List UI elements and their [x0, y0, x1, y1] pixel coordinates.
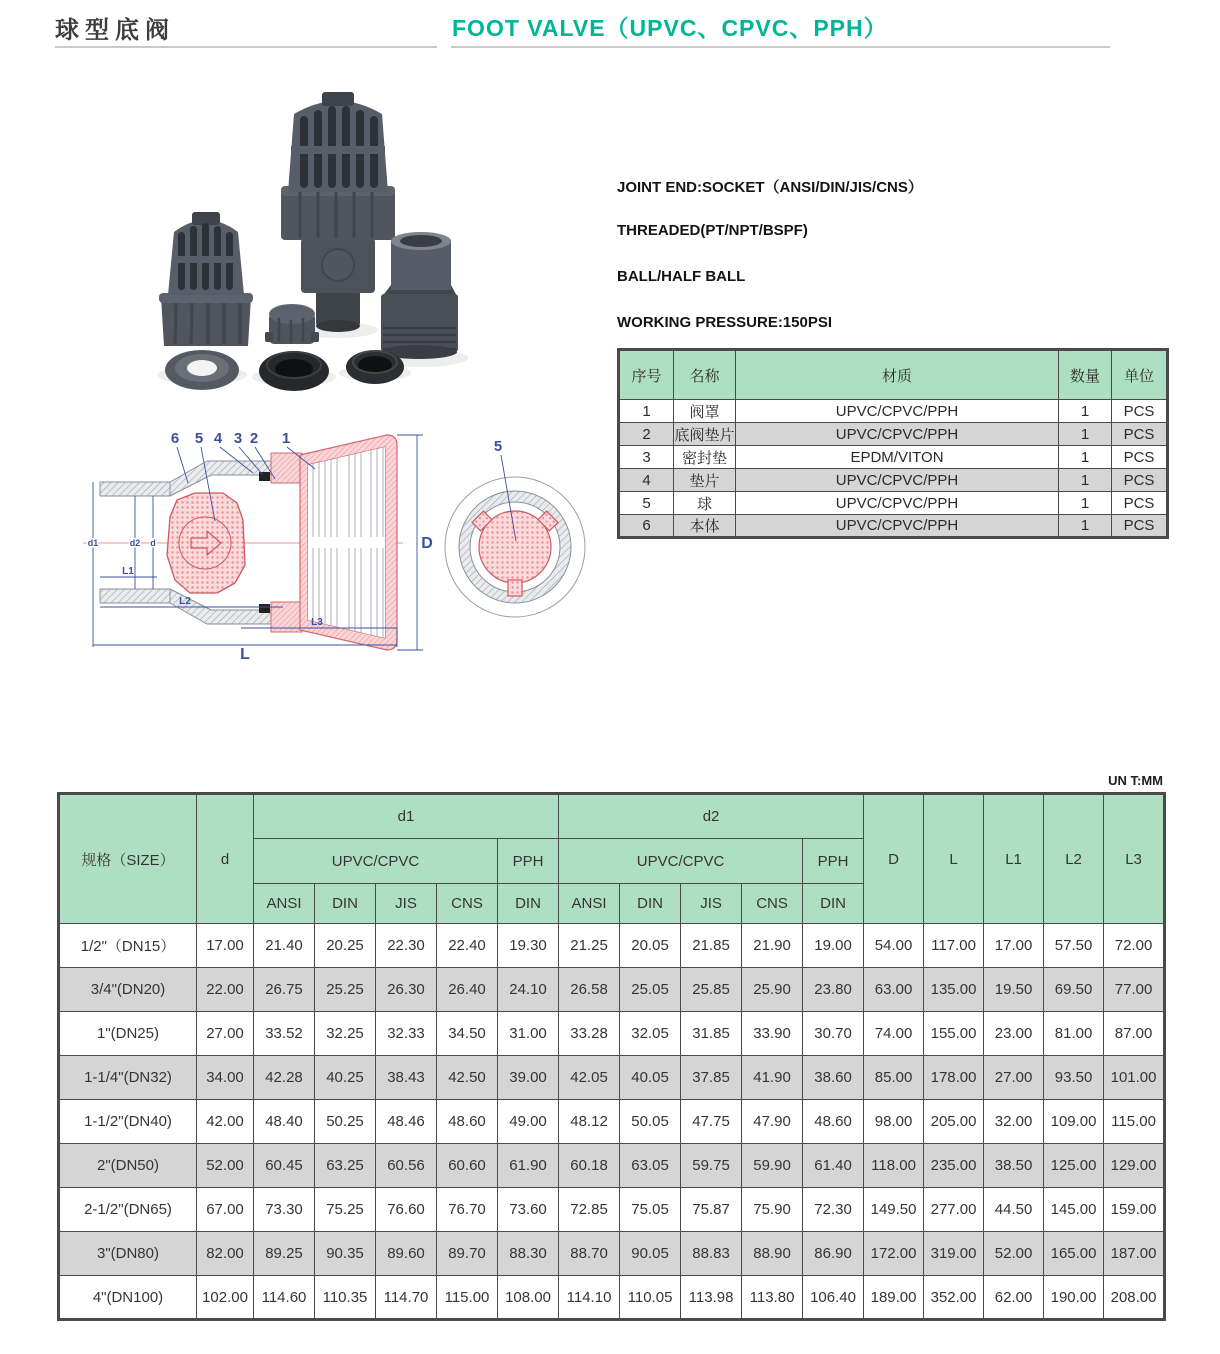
dim-label-l1: L1 — [122, 566, 134, 577]
table-cell: 178.00 — [924, 1056, 984, 1100]
table-cell: 球 — [674, 492, 736, 515]
table-cell: 24.10 — [498, 968, 559, 1012]
l2-column-header: L2 — [1044, 794, 1104, 924]
spec-threaded: THREADED(PT/NPT/BSPF) — [617, 222, 808, 239]
table-cell: 40.05 — [620, 1056, 681, 1100]
dim-label-l2: L2 — [179, 596, 191, 607]
table-cell: 172.00 — [864, 1232, 924, 1276]
table-cell: 48.60 — [437, 1100, 498, 1144]
table-cell: PCS — [1112, 423, 1168, 446]
table-cell: 33.52 — [254, 1012, 315, 1056]
d-column-header: d — [197, 794, 254, 924]
table-cell: UPVC/CPVC/PPH — [736, 492, 1059, 515]
table-cell: 187.00 — [1104, 1232, 1165, 1276]
table-cell: 89.25 — [254, 1232, 315, 1276]
table-cell: 75.25 — [315, 1188, 376, 1232]
table-cell: 113.80 — [742, 1276, 803, 1320]
table-cell: 110.05 — [620, 1276, 681, 1320]
table-cell: 32.05 — [620, 1012, 681, 1056]
table-row — [619, 400, 1168, 423]
dim-header-row-1 — [59, 794, 1165, 839]
column-header-cell: CNS — [742, 884, 803, 924]
table-cell: 82.00 — [197, 1232, 254, 1276]
column-header-cell: DIN — [620, 884, 681, 924]
table-cell: 93.50 — [1044, 1056, 1104, 1100]
table-cell: 277.00 — [924, 1188, 984, 1232]
table-cell: PCS — [1112, 400, 1168, 423]
column-header-cell: CNS — [437, 884, 498, 924]
table-cell: 75.87 — [681, 1188, 742, 1232]
table-cell: 密封垫 — [674, 446, 736, 469]
table-cell: 48.12 — [559, 1100, 620, 1144]
table-cell: 23.80 — [803, 968, 864, 1012]
column-header-cell: DIN — [498, 884, 559, 924]
table-cell: 32.33 — [376, 1012, 437, 1056]
column-header-cell: 数量 — [1059, 350, 1112, 400]
table-cell: 38.50 — [984, 1144, 1044, 1188]
table-cell: UPVC/CPVC/PPH — [736, 515, 1059, 538]
column-header-cell: 序号 — [619, 350, 674, 400]
table-cell: 27.00 — [984, 1056, 1044, 1100]
table-cell: 47.75 — [681, 1100, 742, 1144]
table-cell: 60.18 — [559, 1144, 620, 1188]
d1-pph-header: PPH — [498, 839, 559, 884]
table-cell: 19.00 — [803, 924, 864, 968]
table-cell: 73.60 — [498, 1188, 559, 1232]
row-header-cell: 1 — [619, 400, 674, 423]
large-foot-valve — [281, 92, 395, 332]
table-cell: 34.00 — [197, 1056, 254, 1100]
table-cell: 17.00 — [984, 924, 1044, 968]
table-cell: 1 — [1059, 492, 1112, 515]
valve-cap — [265, 304, 319, 344]
row-header-cell: 2 — [619, 423, 674, 446]
page-title-chinese: 球型底阀 — [55, 17, 175, 44]
table-cell: 49.00 — [498, 1100, 559, 1144]
ball-section — [167, 493, 245, 593]
table-cell: 145.00 — [1044, 1188, 1104, 1232]
table-cell: 109.00 — [1044, 1100, 1104, 1144]
table-cell: 底阀垫片 — [674, 423, 736, 446]
table-cell: 114.60 — [254, 1276, 315, 1320]
table-row — [59, 1144, 1165, 1188]
table-cell: 19.30 — [498, 924, 559, 968]
table-cell: 59.90 — [742, 1144, 803, 1188]
table-cell: PCS — [1112, 446, 1168, 469]
table-cell: 21.90 — [742, 924, 803, 968]
dim-label-d1: d1 — [87, 538, 99, 548]
table-cell: 22.30 — [376, 924, 437, 968]
table-cell: 39.00 — [498, 1056, 559, 1100]
big-d-column-header: D — [864, 794, 924, 924]
table-row — [619, 446, 1168, 469]
table-cell: 114.70 — [376, 1276, 437, 1320]
table-cell: 86.90 — [803, 1232, 864, 1276]
table-row — [59, 1188, 1165, 1232]
table-cell: 88.90 — [742, 1232, 803, 1276]
gasket-black-small — [346, 350, 404, 384]
parts-table — [617, 348, 1169, 539]
table-cell: 19.50 — [984, 968, 1044, 1012]
page-title-english: FOOT VALVE（UPVC、CPVC、PPH） — [452, 15, 888, 41]
table-cell: 89.60 — [376, 1232, 437, 1276]
row-header-cell: 4 — [619, 469, 674, 492]
l1-column-header: L1 — [984, 794, 1044, 924]
table-cell: 26.40 — [437, 968, 498, 1012]
row-header-cell: 6 — [619, 515, 674, 538]
small-foot-valve — [159, 212, 253, 346]
table-cell: 69.50 — [1044, 968, 1104, 1012]
table-cell: 85.00 — [864, 1056, 924, 1100]
table-cell: 26.75 — [254, 968, 315, 1012]
d2-group-header: d2 — [559, 794, 864, 839]
table-cell: 40.25 — [315, 1056, 376, 1100]
table-row — [59, 1012, 1165, 1056]
table-cell: 44.50 — [984, 1188, 1044, 1232]
table-cell: 17.00 — [197, 924, 254, 968]
dim-label-l: L — [240, 646, 250, 663]
part-number-3: 3 — [233, 430, 243, 447]
table-cell: 30.70 — [803, 1012, 864, 1056]
table-cell: 88.30 — [498, 1232, 559, 1276]
table-row — [59, 924, 1165, 968]
table-cell: 42.05 — [559, 1056, 620, 1100]
table-cell: 63.00 — [864, 968, 924, 1012]
column-header-cell: 材质 — [736, 350, 1059, 400]
table-cell: 72.00 — [1104, 924, 1165, 968]
table-cell: 165.00 — [1044, 1232, 1104, 1276]
table-cell: 114.10 — [559, 1276, 620, 1320]
table-cell: 50.25 — [315, 1100, 376, 1144]
table-cell: 21.40 — [254, 924, 315, 968]
l3-column-header: L3 — [1104, 794, 1165, 924]
table-row — [59, 1056, 1165, 1100]
table-cell: 52.00 — [984, 1232, 1044, 1276]
table-cell: 42.50 — [437, 1056, 498, 1100]
part-number-4: 4 — [213, 430, 223, 447]
table-cell: 72.30 — [803, 1188, 864, 1232]
table-cell: 155.00 — [924, 1012, 984, 1056]
table-cell: 205.00 — [924, 1100, 984, 1144]
technical-drawing-image — [55, 425, 600, 665]
table-cell: 27.00 — [197, 1012, 254, 1056]
table-cell: 89.70 — [437, 1232, 498, 1276]
table-row — [59, 968, 1165, 1012]
table-cell: 115.00 — [437, 1276, 498, 1320]
row-header-cell: 4"(DN100) — [59, 1276, 197, 1320]
table-cell: 77.00 — [1104, 968, 1165, 1012]
table-cell: 88.83 — [681, 1232, 742, 1276]
table-cell: PCS — [1112, 515, 1168, 538]
table-cell: 159.00 — [1104, 1188, 1165, 1232]
table-cell: 115.00 — [1104, 1100, 1165, 1144]
d1-upvc-cpvc-header: UPVC/CPVC — [254, 839, 498, 884]
table-cell: 52.00 — [197, 1144, 254, 1188]
d2-upvc-cpvc-header: UPVC/CPVC — [559, 839, 803, 884]
table-cell: 33.28 — [559, 1012, 620, 1056]
table-cell: 101.00 — [1104, 1056, 1165, 1100]
column-header-cell: DIN — [315, 884, 376, 924]
table-cell: 33.90 — [742, 1012, 803, 1056]
row-header-cell: 1/2"（DN15） — [59, 924, 197, 968]
table-cell: 87.00 — [1104, 1012, 1165, 1056]
table-row — [619, 492, 1168, 515]
end-view-part-label: 5 — [493, 438, 503, 455]
dim-label-l3: L3 — [311, 617, 323, 628]
table-cell: 88.70 — [559, 1232, 620, 1276]
table-cell: 垫片 — [674, 469, 736, 492]
table-cell: 60.60 — [437, 1144, 498, 1188]
table-cell: 190.00 — [1044, 1276, 1104, 1320]
table-cell: 60.56 — [376, 1144, 437, 1188]
table-cell: 20.25 — [315, 924, 376, 968]
table-cell: 117.00 — [924, 924, 984, 968]
table-cell: 1 — [1059, 515, 1112, 538]
dimensions-table — [57, 792, 1166, 1321]
table-cell: 21.85 — [681, 924, 742, 968]
table-cell: EPDM/VITON — [736, 446, 1059, 469]
table-cell: 129.00 — [1104, 1144, 1165, 1188]
table-cell: 102.00 — [197, 1276, 254, 1320]
table-row — [619, 423, 1168, 446]
unit-note: UN T:MM — [1108, 773, 1163, 788]
table-cell: 63.25 — [315, 1144, 376, 1188]
table-cell: 113.98 — [681, 1276, 742, 1320]
table-cell: 25.25 — [315, 968, 376, 1012]
table-cell: 32.00 — [984, 1100, 1044, 1144]
row-header-cell: 3 — [619, 446, 674, 469]
table-cell: UPVC/CPVC/PPH — [736, 469, 1059, 492]
table-cell: 60.45 — [254, 1144, 315, 1188]
spec-list — [617, 176, 923, 360]
table-cell: 208.00 — [1104, 1276, 1165, 1320]
table-cell: 42.00 — [197, 1100, 254, 1144]
gasket-black-large — [259, 351, 329, 391]
table-cell: 73.30 — [254, 1188, 315, 1232]
row-header-cell: 3/4"(DN20) — [59, 968, 197, 1012]
d2-pph-header: PPH — [803, 839, 864, 884]
table-cell: 62.00 — [984, 1276, 1044, 1320]
table-row — [59, 1100, 1165, 1144]
table-cell: 61.90 — [498, 1144, 559, 1188]
table-cell: 本体 — [674, 515, 736, 538]
table-row — [59, 1276, 1165, 1320]
table-cell: 31.00 — [498, 1012, 559, 1056]
table-cell: 319.00 — [924, 1232, 984, 1276]
table-cell: 1 — [1059, 446, 1112, 469]
table-cell: 81.00 — [1044, 1012, 1104, 1056]
table-cell: UPVC/CPVC/PPH — [736, 400, 1059, 423]
l-column-header: L — [924, 794, 984, 924]
table-cell: 59.75 — [681, 1144, 742, 1188]
table-cell: 50.05 — [620, 1100, 681, 1144]
table-cell: 90.35 — [315, 1232, 376, 1276]
table-cell: PCS — [1112, 469, 1168, 492]
table-cell: 75.90 — [742, 1188, 803, 1232]
table-cell: 47.90 — [742, 1100, 803, 1144]
table-cell: 22.40 — [437, 924, 498, 968]
table-cell: 106.40 — [803, 1276, 864, 1320]
table-cell: 125.00 — [1044, 1144, 1104, 1188]
table-cell: 76.70 — [437, 1188, 498, 1232]
table-cell: 135.00 — [924, 968, 984, 1012]
table-cell: 189.00 — [864, 1276, 924, 1320]
table-cell: 22.00 — [197, 968, 254, 1012]
d1-group-header: d1 — [254, 794, 559, 839]
table-cell: 38.43 — [376, 1056, 437, 1100]
table-cell: 25.05 — [620, 968, 681, 1012]
spec-ball: BALL/HALF BALL — [617, 268, 746, 285]
column-header-cell: JIS — [681, 884, 742, 924]
table-cell: 63.05 — [620, 1144, 681, 1188]
table-cell: 34.50 — [437, 1012, 498, 1056]
table-cell: 26.30 — [376, 968, 437, 1012]
parts-table-header-row — [619, 350, 1168, 400]
table-cell: 110.35 — [315, 1276, 376, 1320]
table-cell: 37.85 — [681, 1056, 742, 1100]
table-cell: UPVC/CPVC/PPH — [736, 423, 1059, 446]
table-cell: 21.25 — [559, 924, 620, 968]
table-cell: 38.60 — [803, 1056, 864, 1100]
table-cell: 98.00 — [864, 1100, 924, 1144]
table-cell: 23.00 — [984, 1012, 1044, 1056]
row-header-cell: 3"(DN80) — [59, 1232, 197, 1276]
table-cell: 41.90 — [742, 1056, 803, 1100]
table-cell: 20.05 — [620, 924, 681, 968]
row-header-cell: 1-1/2"(DN40) — [59, 1100, 197, 1144]
table-row — [619, 469, 1168, 492]
table-cell: 61.40 — [803, 1144, 864, 1188]
table-cell: 352.00 — [924, 1276, 984, 1320]
spec-pressure: WORKING PRESSURE:150PSI — [617, 314, 833, 331]
table-cell: 48.40 — [254, 1100, 315, 1144]
spec-joint-end: JOINT END:SOCKET（ANSI/DIN/JIS/CNS） — [617, 179, 923, 196]
socket-adapter — [381, 232, 458, 359]
part-number-2: 2 — [249, 430, 259, 447]
table-cell: 1 — [1059, 469, 1112, 492]
table-cell: 42.28 — [254, 1056, 315, 1100]
table-row — [59, 1232, 1165, 1276]
table-cell: 108.00 — [498, 1276, 559, 1320]
table-cell: 75.05 — [620, 1188, 681, 1232]
table-cell: 48.60 — [803, 1100, 864, 1144]
table-row — [619, 515, 1168, 538]
table-cell: 90.05 — [620, 1232, 681, 1276]
table-cell: 31.85 — [681, 1012, 742, 1056]
table-cell: 26.58 — [559, 968, 620, 1012]
table-cell: 48.46 — [376, 1100, 437, 1144]
dim-label-d2: d2 — [129, 538, 141, 548]
header-rule-left — [55, 46, 437, 48]
table-cell: 阀罩 — [674, 400, 736, 423]
table-cell: 57.50 — [1044, 924, 1104, 968]
table-cell: 32.25 — [315, 1012, 376, 1056]
row-header-cell: 5 — [619, 492, 674, 515]
table-cell: PCS — [1112, 492, 1168, 515]
dim-label-big-d: D — [421, 535, 433, 552]
product-photo-image — [60, 80, 580, 410]
table-cell: 76.60 — [376, 1188, 437, 1232]
row-header-cell: 2"(DN50) — [59, 1144, 197, 1188]
table-cell: 74.00 — [864, 1012, 924, 1056]
column-header-cell: ANSI — [254, 884, 315, 924]
table-cell: 54.00 — [864, 924, 924, 968]
end-view — [445, 438, 585, 617]
table-cell: 118.00 — [864, 1144, 924, 1188]
column-header-cell: 名称 — [674, 350, 736, 400]
part-number-5: 5 — [194, 430, 204, 447]
header-rule-right — [451, 46, 1110, 48]
part-number-1: 1 — [281, 430, 291, 447]
column-header-cell: 单位 — [1112, 350, 1168, 400]
row-header-cell: 1"(DN25) — [59, 1012, 197, 1056]
row-header-cell: 2-1/2"(DN65) — [59, 1188, 197, 1232]
size-column-header: 规格（SIZE） — [59, 794, 197, 924]
dim-label-d: d — [150, 538, 156, 548]
column-header-cell: DIN — [803, 884, 864, 924]
table-cell: 235.00 — [924, 1144, 984, 1188]
table-cell: 25.85 — [681, 968, 742, 1012]
table-cell: 149.50 — [864, 1188, 924, 1232]
table-cell: 72.85 — [559, 1188, 620, 1232]
gasket-gray — [165, 350, 239, 390]
row-header-cell: 1-1/4"(DN32) — [59, 1056, 197, 1100]
table-cell: 1 — [1059, 423, 1112, 446]
column-header-cell: ANSI — [559, 884, 620, 924]
column-header-cell: JIS — [376, 884, 437, 924]
table-cell: 25.90 — [742, 968, 803, 1012]
part-number-6: 6 — [170, 430, 180, 447]
table-cell: 67.00 — [197, 1188, 254, 1232]
table-cell: 1 — [1059, 400, 1112, 423]
